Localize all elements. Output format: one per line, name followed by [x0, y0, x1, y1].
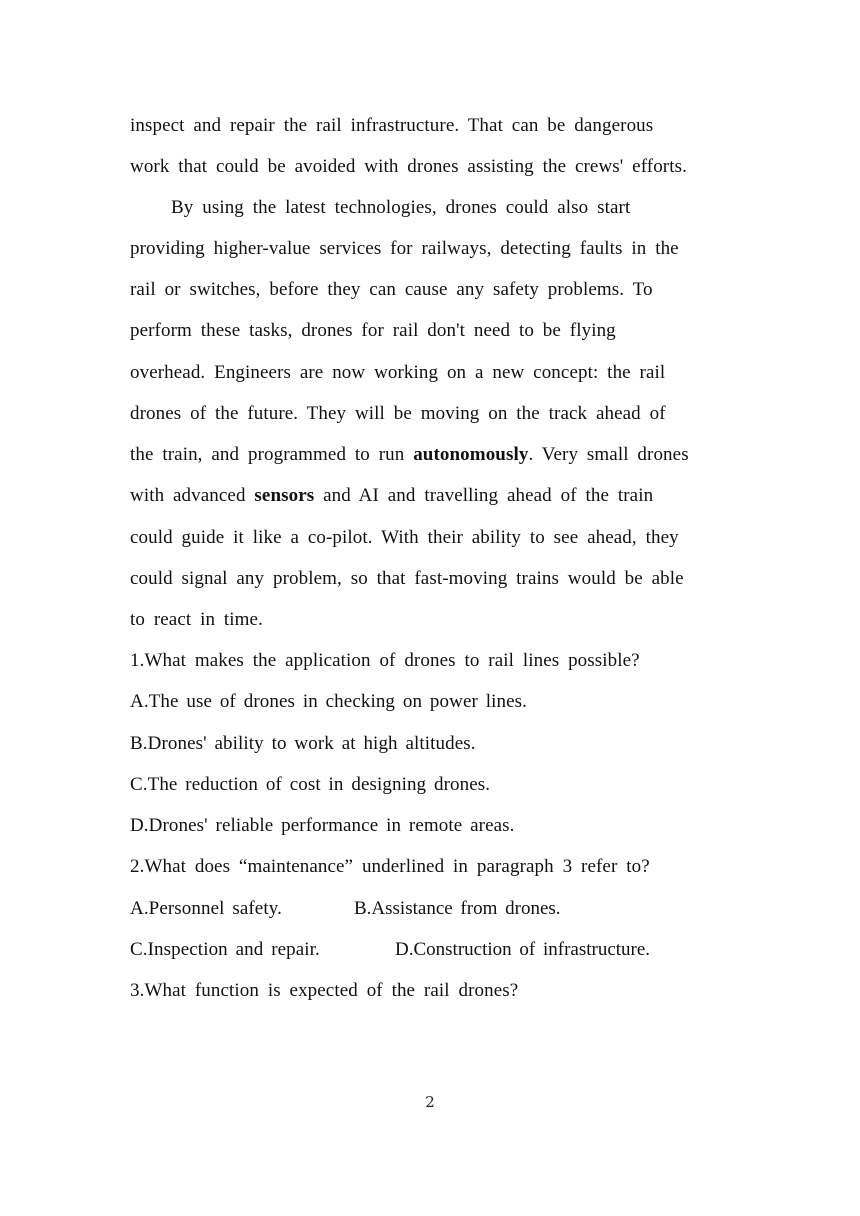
passage-line: inspect and repair the rail infrastructure. That can be dangerous — [130, 115, 654, 136]
passage-line: could signal any problem, so that fast-moving trains would be able — [130, 568, 684, 589]
vocab-bold-word: autonomously — [413, 444, 529, 465]
passage-line: perform these tasks, drones for rail don't need to be flying — [130, 320, 616, 341]
passage-line: to react in time. — [130, 609, 263, 630]
question-stem: 1.What makes the application of drones to rail lines possible? — [130, 650, 640, 671]
passage-line: could guide it like a co-pilot. With their ability to see ahead, they — [130, 527, 679, 548]
passage-line: By using the latest technologies, drones could also start — [171, 197, 631, 218]
passage-line: drones of the future. They will be moving on the track ahead of — [130, 403, 666, 424]
answer-option: B.Assistance from drones. — [354, 898, 561, 919]
answer-option: A.Personnel safety. — [130, 898, 282, 919]
page-number: 2 — [425, 1093, 435, 1111]
answer-option: C.The reduction of cost in designing drones. — [130, 774, 491, 795]
passage-line: overhead. Engineers are now working on a new concept: the rail — [130, 362, 666, 383]
question-stem: 2.What does “maintenance” underlined in paragraph 3 refer to? — [130, 856, 650, 877]
answer-option: D.Construction of infrastructure. — [395, 939, 651, 960]
passage-text: and AI and travelling ahead of the train — [314, 485, 654, 506]
answer-option: B.Drones' ability to work at high altitudes. — [130, 733, 476, 754]
vocab-bold-word: sensors — [254, 485, 315, 506]
question-stem: 3.What function is expected of the rail drones? — [130, 980, 519, 1001]
passage-line: work that could be avoided with drones assisting the crews' efforts. — [130, 156, 687, 177]
answer-option: C.Inspection and repair. — [130, 939, 320, 960]
answer-option: A.The use of drones in checking on power lines. — [130, 691, 527, 712]
passage-text: . Very small drones — [528, 444, 689, 465]
passage-line: rail or switches, before they can cause any safety problems. To — [130, 279, 653, 300]
passage-text: the train, and programmed to run — [130, 444, 414, 465]
passage-text: with advanced — [130, 485, 255, 506]
answer-option: D.Drones' reliable performance in remote areas. — [130, 815, 515, 836]
passage-line — [130, 443, 730, 467]
passage-line: providing higher-value services for railways, detecting faults in the — [130, 238, 679, 259]
passage-line — [130, 484, 730, 508]
